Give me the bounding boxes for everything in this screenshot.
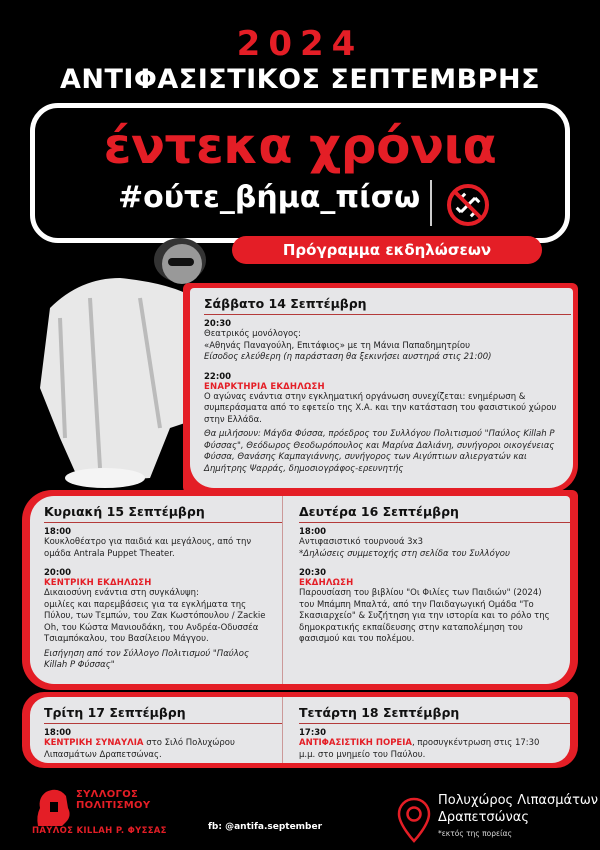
sunday-column bbox=[30, 496, 283, 684]
day-title: Τρίτη 17 Σεπτέμβρη bbox=[44, 701, 282, 724]
hero-title: έντεκα χρόνια bbox=[103, 117, 497, 175]
logo-line-1: ΣΥΛΛΟΓΟΣ bbox=[76, 789, 139, 800]
main-title: ΑΝΤΙΦΑΣΙΣΤΙΚΟΣ ΣΕΠΤΕΜΒΡΗΣ bbox=[59, 64, 541, 95]
event-title: «Αθηνάς Παναγούλη, Επιτάφιος» με τη Μάνια Παπαδημητρίου bbox=[204, 340, 471, 351]
event-label: ΑΝΤΙΦΑΣΙΣΤΙΚΗ ΠΟΡΕΙΑ bbox=[299, 738, 412, 748]
event-speakers: Θα μιλήσουν: Μάγδα Φύσσα, πρόεδρος του Συλλόγου Πολιτισμού "Παύλος Killah P Φύσσας", Θεόδωρος Θεοδωρόπουλος και Μαρίνα Δαλιάνη, συνήγοροι οικογένειας Φύσσα, Θανάσης Καμπαγιάννης, συνήγορος των Αιγύπτιων αλιεργατών και Δημήτρης Ψαρράς, δημοσιογράφος-ερευνητής bbox=[204, 429, 555, 474]
facebook-handle[interactable]: fb: @antifa.september bbox=[208, 822, 323, 832]
tue-wed-card bbox=[30, 697, 570, 763]
event-description: Παρουσίαση του βιβλίου "Οι Φιλίες των Παιδιών" (2024) του Μπάμπη Μπαλτά, από την Παιδαγωγική Ομάδα "Το Σκασιαρχείο" & Συζήτηση για την ιστορία και το ρόλο της δημοκρατικής εκπαίδευσης στην καταπολέμηση του φασισμού και του πολέμου. bbox=[299, 588, 550, 644]
day-title: Κυριακή 15 Σεπτέμβρη bbox=[44, 500, 282, 523]
venue-name bbox=[438, 792, 598, 826]
event-note: Είσοδος ελεύθερη (η παράσταση θα ξεκινήσει αυστηρά στις 21:00) bbox=[204, 352, 492, 362]
event-description: Κουκλοθέατρο για παιδιά και μεγάλους, από την ομάδα Antrala Puppet Theater. bbox=[44, 537, 252, 559]
venue-line-1: Πολυχώρος Λιπασμάτων bbox=[438, 793, 599, 808]
event-time: 17:30 bbox=[299, 728, 327, 738]
logo-subtitle: ΠΑΥΛΟΣ KILLAH P. ΦΥΣΣΑΣ bbox=[32, 826, 167, 836]
event-type: Θεατρικός μονόλογος: bbox=[204, 329, 302, 339]
event-note: Εισήγηση από τον Σύλλογο Πολιτισμού "Παύλος Killah P Φύσσας" bbox=[44, 648, 249, 670]
event-time: 18:00 bbox=[44, 527, 72, 537]
event-description: Ο αγώνας ενάντια στην εγκληματική οργάνωση συνεχίζεται: ενημέρωση & συμπεράσματα από το εφετείο της Χ.Α. και την κατάσταση του φασιστικού χώρου στην Ελλάδα. bbox=[204, 391, 557, 425]
event-time: 18:00 bbox=[44, 728, 72, 738]
event-description bbox=[299, 738, 558, 761]
monday-column bbox=[283, 496, 570, 684]
event-text: στο Σιλό Πολυχώρου Λιπασμάτων Δραπετσώνας. bbox=[44, 738, 235, 760]
event-note: *Δηλώσεις συμμετοχής στη σελίδα του Συλλόγου bbox=[299, 548, 510, 559]
day-title: Σάββατο 14 Σεπτέμβρη bbox=[204, 292, 571, 315]
event-label: ΕΚΔΗΛΩΣΗ bbox=[299, 578, 354, 588]
no-swastika-icon bbox=[446, 183, 490, 227]
event-label: ΚΕΝΤΡΙΚΗ ΕΚΔΗΛΩΣΗ bbox=[44, 578, 152, 588]
event-time: 20:30 bbox=[204, 319, 232, 329]
vertical-divider bbox=[430, 180, 432, 226]
day-title: Δευτέρα 16 Σεπτέμβρη bbox=[299, 500, 570, 523]
event-label: ΚΕΝΤΡΙΚΗ ΣΥΝΑΥΛΙΑ bbox=[44, 738, 144, 748]
event-description: Αντιφασιστικό τουρνουά 3x3 bbox=[299, 537, 423, 547]
wednesday-column bbox=[283, 697, 570, 763]
hashtag: #ούτε_βήμα_πίσω bbox=[118, 180, 421, 215]
logo-line-2: ΠΟΛΙΤΙΣΜΟΥ bbox=[76, 800, 151, 811]
day-title: Τετάρτη 18 Σεπτέμβρη bbox=[299, 701, 570, 724]
venue-note: *εκτός της πορείας bbox=[438, 829, 512, 838]
event-time: 20:00 bbox=[44, 568, 72, 578]
sun-mon-card bbox=[30, 496, 570, 684]
program-label: Πρόγραμμα εκδηλώσεων bbox=[232, 236, 542, 264]
event-year: 2024 bbox=[236, 24, 364, 64]
event-description: ομιλίες και παρεμβάσεις για τα εγκλήματα της Πύλου, των Τεμπών, του Ζακ Κωστόπουλου / Zackie Oh, του Κώστα Μανιουδάκη, του Ανδρέα-Οδυσσέα Τσιαμπόκαλου, του Βασίλειου Μάγγου. bbox=[44, 599, 266, 644]
event-label: ΕΝΑΡΚΤΗΡΙΑ ΕΚΔΗΛΩΣΗ bbox=[204, 381, 325, 392]
tuesday-column bbox=[30, 697, 283, 763]
event-time: 22:00 bbox=[204, 371, 232, 382]
event-description bbox=[44, 738, 270, 761]
event-text: , προσυγκέντρωση στις 17:30 μ.μ. στο μνημείο του Παύλου. bbox=[299, 738, 540, 760]
map-pin-icon bbox=[396, 796, 432, 844]
event-subtitle: Δικαιοσύνη ενάντια στη συγκάλυψη: bbox=[44, 588, 199, 598]
event-time: 20:30 bbox=[299, 568, 327, 578]
saturday-card bbox=[190, 288, 573, 488]
logo-text bbox=[76, 789, 150, 811]
event-time: 18:00 bbox=[299, 527, 327, 537]
venue-line-2: Δραπετσώνας bbox=[438, 810, 529, 825]
